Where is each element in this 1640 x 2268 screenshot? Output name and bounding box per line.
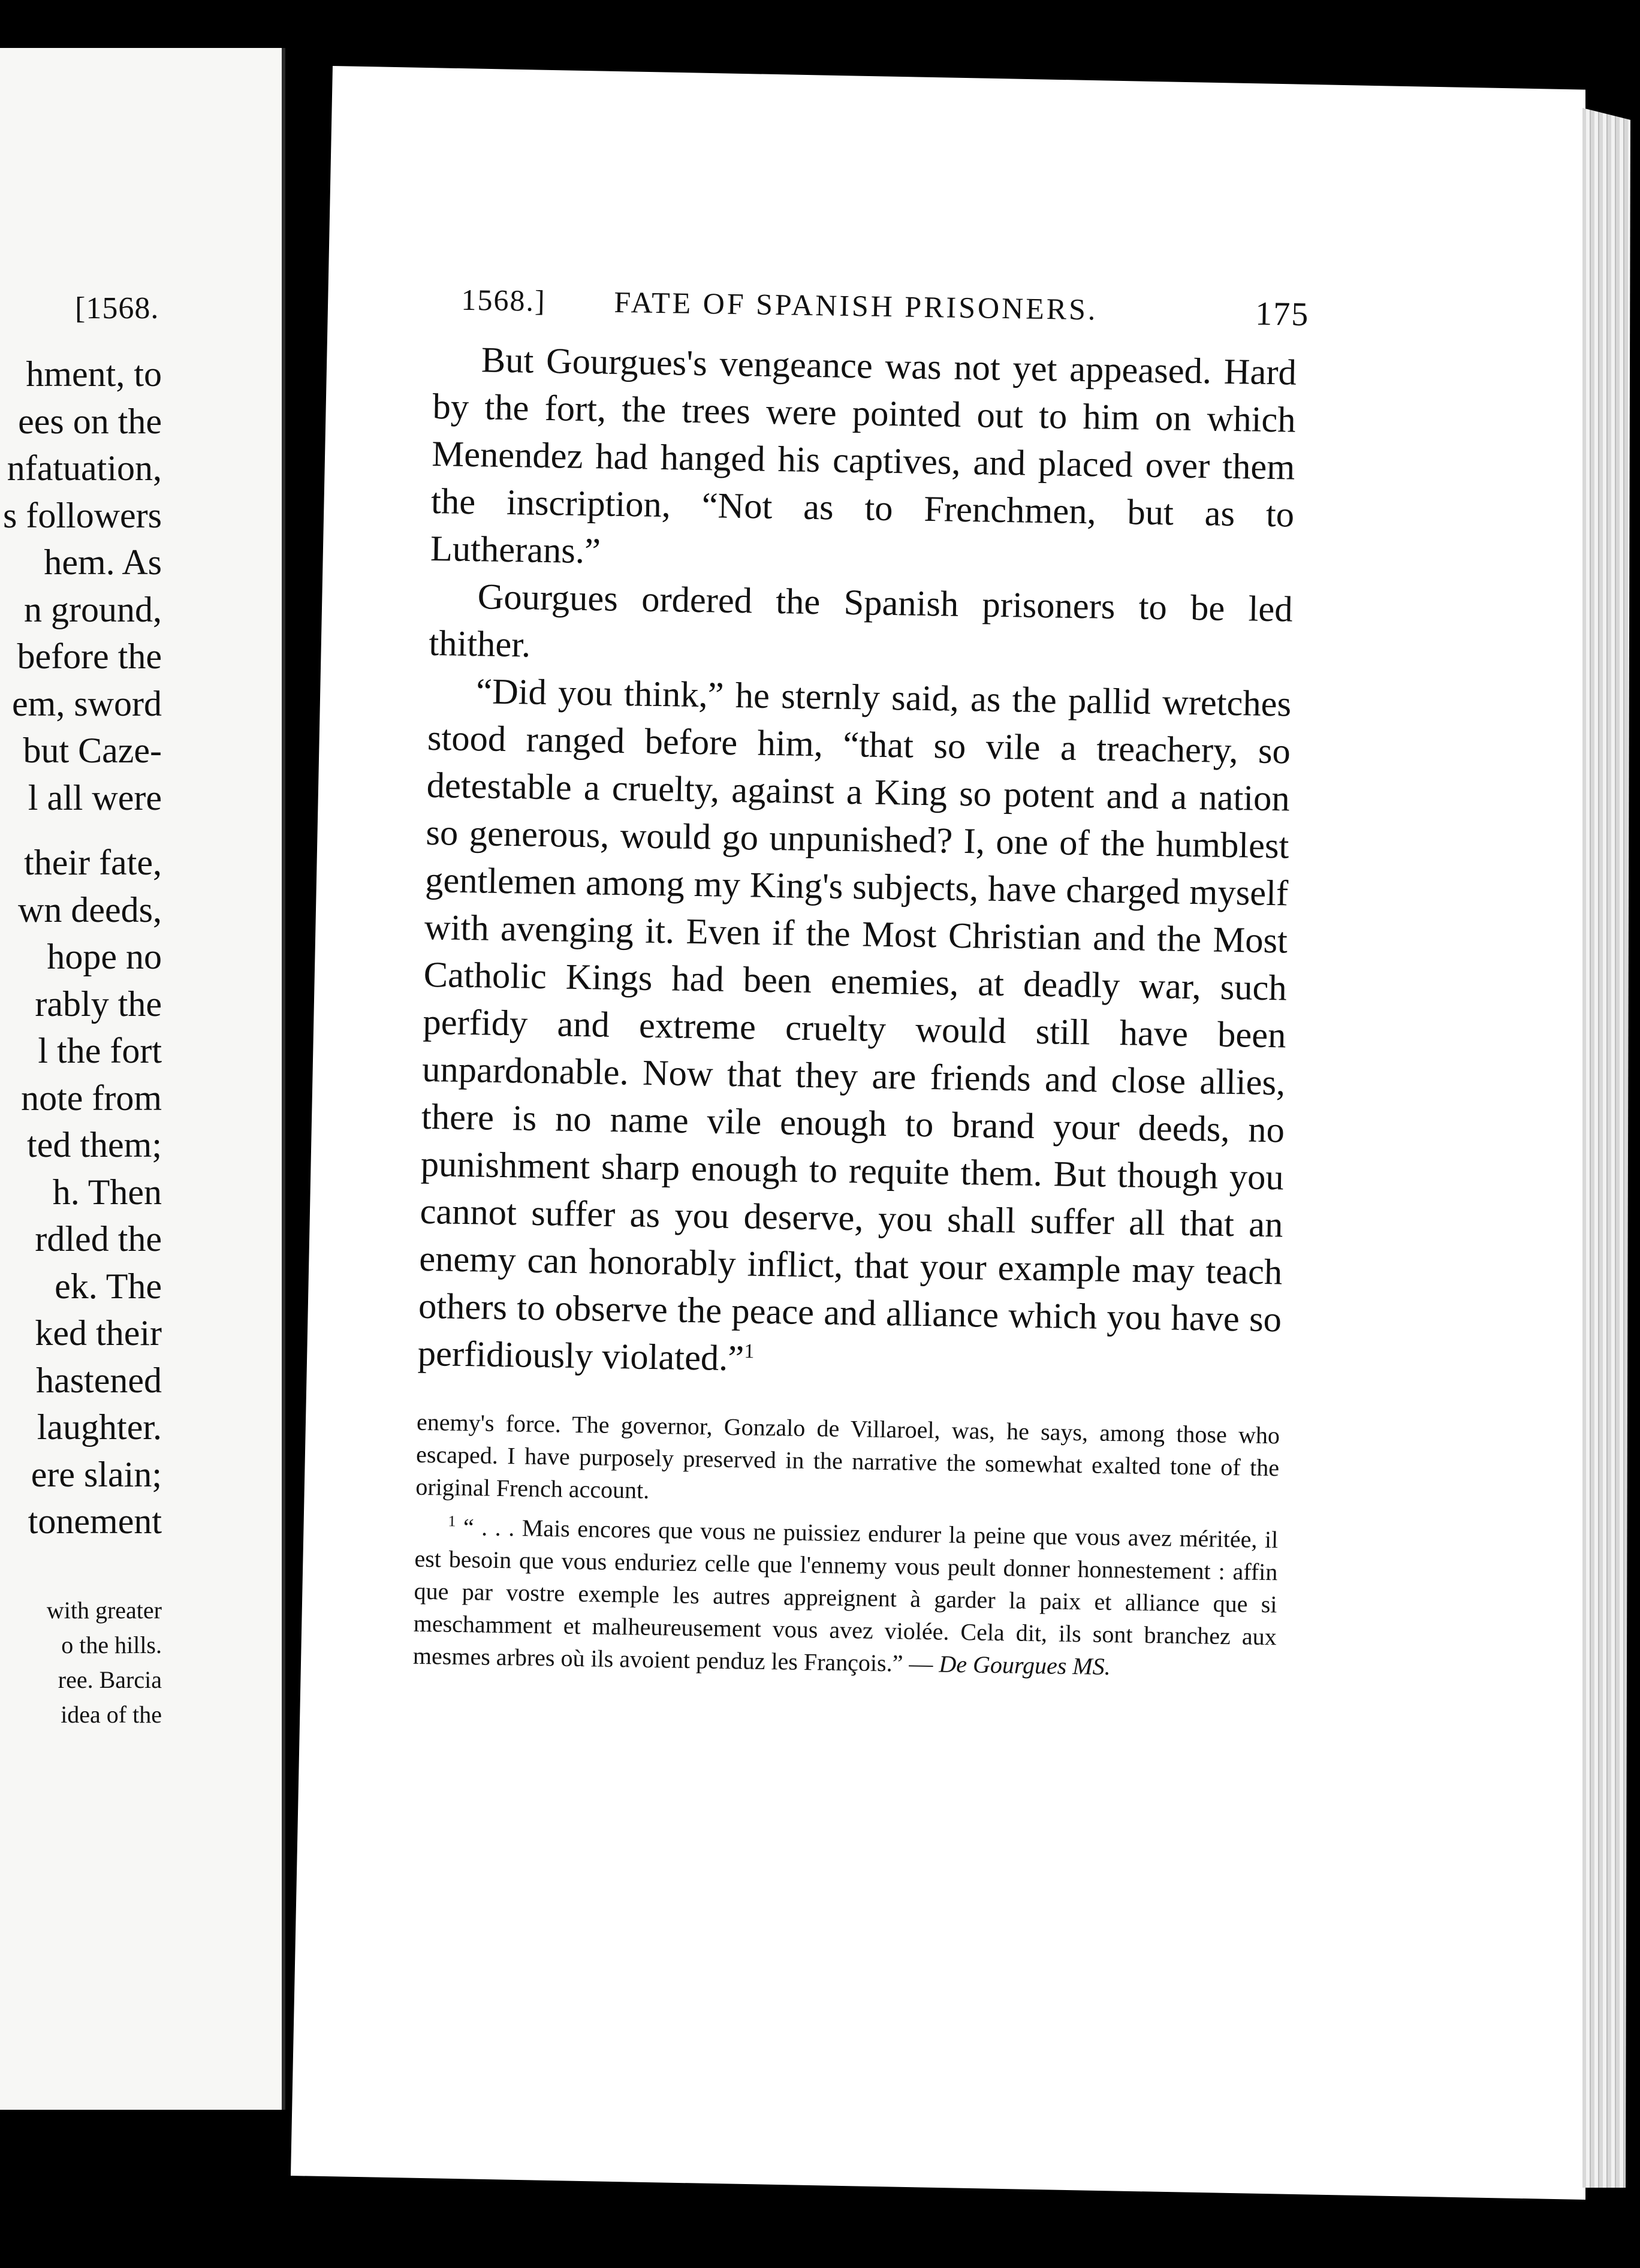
left-page-footnote-line: idea of the — [61, 1700, 162, 1728]
left-page-line: note from — [21, 1078, 162, 1118]
footnote-1 — [413, 1510, 1279, 1686]
left-page-line: laughter. — [37, 1407, 162, 1447]
paragraph-1: But Gourgues's vengeance was not yet appeased. Hard by the fort, the trees were pointed out to him on which Menendez had hanged his captives, and placed over them the inscription, “Not as to Frenchmen, but as to Lutherans.” — [430, 340, 1297, 572]
page-content — [412, 282, 1310, 1685]
left-page-line: but Caze- — [23, 731, 162, 770]
left-page-line: h. Then — [52, 1172, 162, 1212]
paragraph-3 — [417, 667, 1291, 1391]
footnote-marker: 1 — [744, 1340, 755, 1363]
left-page-line: rably the — [35, 984, 162, 1024]
footnote-continued: enemy's force. The governor, Gonzalo de Villaroel, was, he says, among those who escaped. I have purposely preserved in the narrative the somewhat exalted tone of the original French account. — [415, 1408, 1280, 1504]
running-head-title: FATE OF SPANISH PRISONERS. — [614, 285, 1098, 327]
left-page-footnote-line: o the hills. — [61, 1631, 162, 1658]
body-text — [417, 336, 1297, 1391]
left-page-fragment — [0, 48, 285, 2110]
running-head-date: 1568.] — [461, 282, 547, 318]
left-page-line: nfatuation, — [7, 448, 162, 488]
left-page-line: l the fort — [38, 1031, 162, 1070]
left-page-line: s followers — [3, 495, 162, 535]
left-page-line: n ground, — [24, 589, 162, 629]
left-page-line: hment, to — [26, 354, 162, 394]
left-page-line: tonement — [28, 1501, 162, 1541]
left-page-line: hastened — [36, 1360, 162, 1400]
footnotes — [413, 1406, 1280, 1686]
left-page-line: em, sword — [12, 683, 162, 723]
footnote-1-attribution: De Gourgues MS. — [939, 1650, 1111, 1680]
left-page-running-head: [1568. — [75, 291, 159, 325]
left-page-footnote-line: ree. Barcia — [58, 1666, 162, 1693]
left-page-line: their fate, — [24, 843, 162, 882]
footnote-1-number: 1 — [448, 1512, 456, 1530]
left-page-line: l all were — [28, 777, 162, 818]
page-stack-edge — [1582, 108, 1630, 2188]
paragraph-3-text: “Did you think,” he sternly said, as the pallid wretches stood ranged before him, “that so vile a treachery, so detestable a cruelty, against a King so potent and a nation so generous, would go unpunished? I, one of the humblest gentlemen among my King's subjects, have charged myself with avenging it. Even if the Most Christian and the Most Catholic Kings had been enemies, at deadly war, such perfidy and extreme cruelty would still have been unpardonable. Now that they are friends and close allies, there is no name vile enough to brand your deeds, no punishment sharp enough to requite them. But though you cannot suffer as you deserve, you shall suffer all that an enemy can honorably inflict, that your example may teach others to observe the peace and alliance which you have so perfidiously violated.” — [417, 671, 1292, 1379]
left-page-line: rdled the — [35, 1219, 162, 1259]
left-page-line: ees on the — [18, 401, 162, 441]
left-page-line: ked their — [35, 1313, 162, 1353]
left-page-line: ek. The — [55, 1266, 162, 1306]
left-page-line: before the — [17, 637, 162, 676]
paragraph-2: Gourgues ordered the Spanish prisoners to be led thither. — [428, 577, 1294, 665]
left-page-line: hem. As — [44, 542, 162, 582]
left-page-line: wn deeds, — [18, 889, 162, 930]
footnote-1-text: “ . . . Mais encores que vous ne puissiez endurer la peine que vous avez méritée, il est besoin que vous enduriez celle que l'ennemy vous peult donner honnestement : affin que par vostre exemple les autres appreignent à garder la paix et alliance que si meschamment et malheureusement vous avez violée. Cela dit, ils sont branchez aux mesmes arbres où ils avoient penduz les François.” — — [412, 1513, 1279, 1678]
left-page-line: hope no — [47, 937, 162, 976]
page-number: 175 — [1255, 295, 1310, 333]
left-page-line: ted them; — [27, 1125, 162, 1165]
left-page-footnote-line: with greater — [46, 1596, 162, 1624]
left-page-line: ere slain; — [31, 1454, 162, 1494]
